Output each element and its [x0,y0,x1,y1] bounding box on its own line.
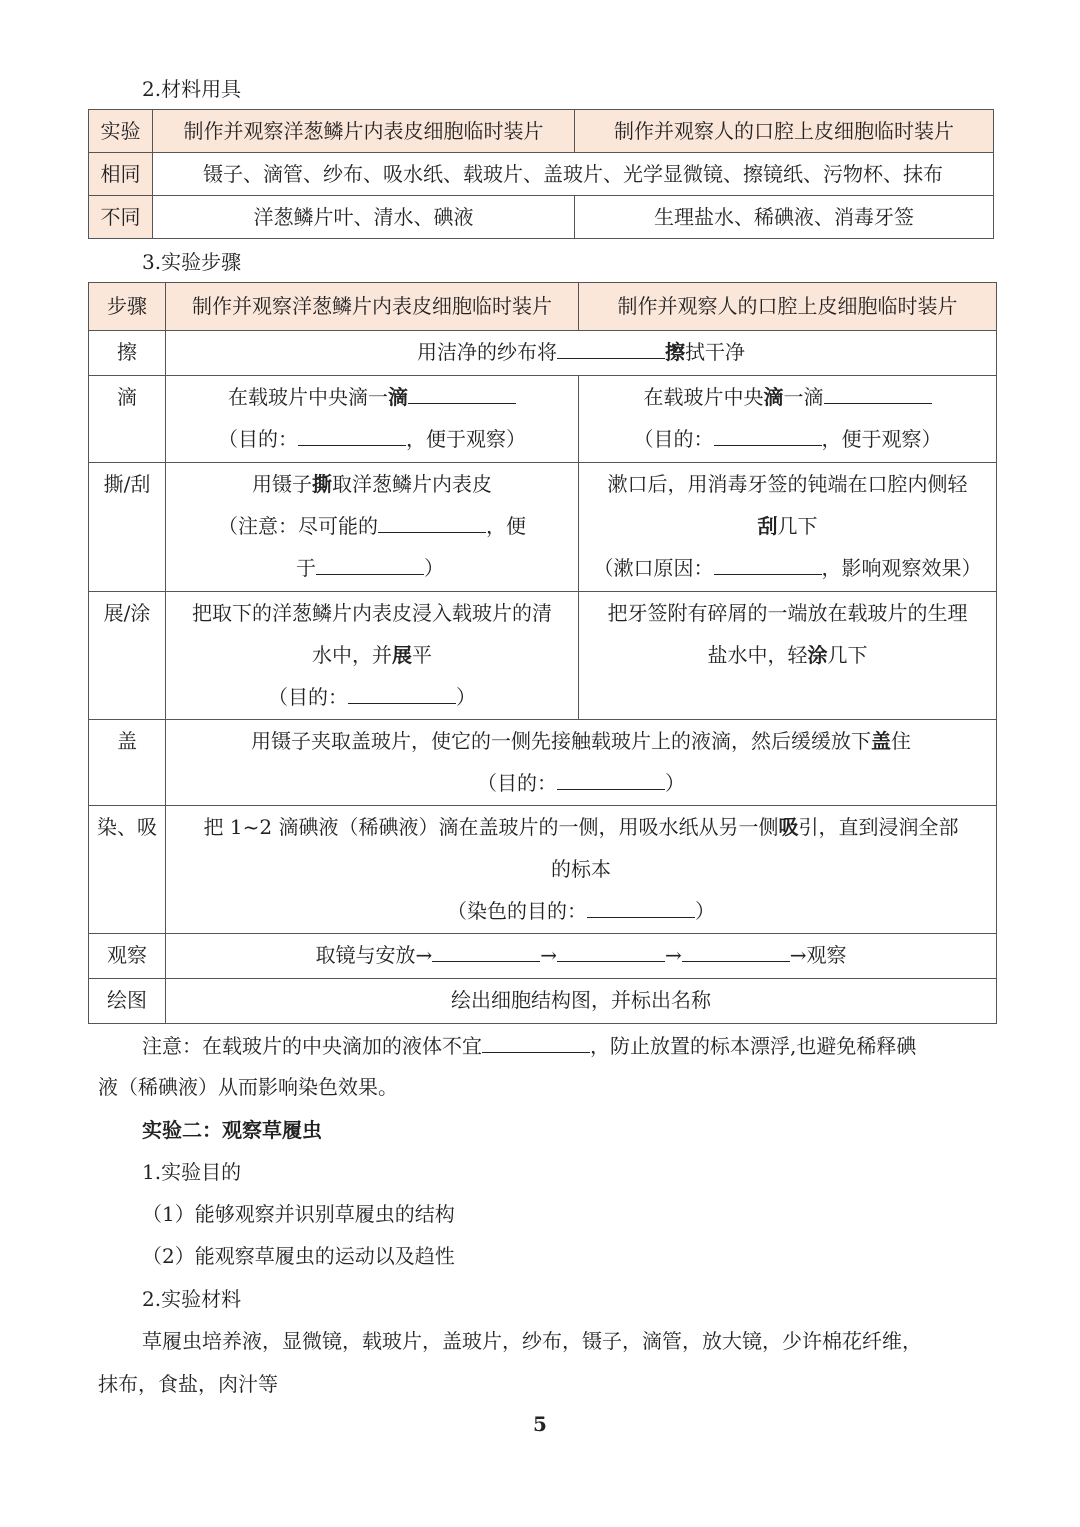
step-row-cover [89,720,997,806]
step-label-observe: 观察 [89,934,166,979]
observe-b: → [540,943,557,967]
drop-cheek-purpose-end: ，便于观察） [821,427,942,451]
materials-diff-onion: 洋葱鳞片叶、清水、碘液 [153,196,575,239]
observe-c: → [665,943,682,967]
materials-same-label: 相同 [89,153,153,196]
tear-onion-l3b: ） [424,556,444,580]
cover-l1c: 住 [891,729,911,753]
stain-purpose-end: ） [695,899,715,923]
blank [316,552,424,575]
steps-header-onion: 制作并观察洋葱鳞片内表皮细胞临时装片 [166,283,579,331]
materials-diff-label: 不同 [89,196,153,239]
drop-onion-purpose-end: ，便于观察） [406,427,526,451]
spread-cheek-bold: 涂 [807,643,828,667]
blank [432,939,540,962]
step-row-draw [89,979,997,1024]
page-number: 5 [533,1412,547,1436]
step-label-spread: 展/涂 [89,592,166,720]
step-tear-cheek [579,463,997,592]
step-row-stain [89,806,997,934]
blank [682,939,790,962]
note-line-1 [142,1030,916,1060]
wipe-text-b: 拭干净 [685,340,745,364]
drop-cheek-a: 在载玻片中央 [643,385,764,409]
tear-onion-note-end: ，便 [486,514,526,538]
step-cover-text [166,720,997,806]
spread-onion-bold: 展 [392,643,412,667]
spread-onion-l1: 把取下的洋葱鳞片内表皮浸入载玻片的清 [192,601,552,625]
blank [348,681,456,704]
spread-onion-purpose-end: ） [456,685,476,709]
drop-cheek-c: 一滴 [783,385,824,409]
tear-onion-l3a: 于 [296,556,316,580]
drop-onion-bold: 滴 [388,385,408,409]
spread-onion-purpose: （目的： [268,685,348,709]
step-row-wipe [89,331,997,376]
tear-onion-bold: 撕 [312,472,332,496]
step-row-observe [89,934,997,979]
steps-header-cheek: 制作并观察人的口腔上皮细胞临时装片 [579,283,997,331]
step-row-drop [89,376,997,463]
blank [714,552,822,575]
materials-same-text: 镊子、滴管、纱布、吸水纸、载玻片、盖玻片、光学显微镜、擦镜纸、污物杯、抹布 [153,153,994,196]
note-l1a: 注意：在载玻片的中央滴加的液体不宜 [142,1034,482,1058]
note-line-2: 液（稀碘液）从而影响染色效果。 [98,1075,398,1099]
tear-cheek-l2b: 几下 [777,514,818,538]
tear-cheek-reason: （漱口原因： [593,556,714,580]
step-spread-onion [166,592,579,720]
stain-purpose: （染色的目的： [447,899,587,923]
drop-cheek-purpose: （目的： [633,427,714,451]
stain-l1c: 引，直到浸润全部 [798,815,959,839]
tear-onion-note: （注意：尽可能的 [218,514,378,538]
step-stain-text [166,806,997,934]
materials-diff-row [89,196,994,239]
tear-cheek-l1: 漱口后，用消毒牙签的钝端在口腔内侧轻 [607,472,968,496]
blank [557,336,665,359]
materials-header-label: 实验 [89,110,153,153]
exp2-materials-heading: 2.实验材料 [142,1287,242,1311]
step-draw-text: 绘出细胞结构图，并标出名称 [166,979,997,1024]
exp2-title: 实验二：观察草履虫 [142,1118,322,1142]
tear-cheek-reason-end: ，影响观察效果） [821,556,982,580]
step-observe-text [166,934,997,979]
drop-cheek-bold: 滴 [763,385,784,409]
tear-cheek-bold: 刮 [757,514,778,538]
blank [557,767,665,790]
blank [298,423,406,446]
stain-l2: 的标本 [551,857,611,881]
note-l1b: ，防止放置的标本漂浮,也避免稀释碘 [590,1034,917,1058]
stain-l1a: 把 1~2 滴碘液（稀碘液）滴在盖玻片的一侧，用吸水纸从另一侧 [203,815,779,839]
step-label-wipe: 擦 [89,331,166,376]
heading-steps: 3.实验步骤 [142,250,242,274]
spread-cheek-l1: 把牙签附有碎屑的一端放在载玻片的生理 [607,601,968,625]
steps-header-row [89,283,997,331]
step-label-cover: 盖 [89,720,166,806]
drop-onion-a: 在载玻片中央滴一 [228,385,388,409]
exp2-materials-line-1: 草履虫培养液，显微镜，载玻片，盖玻片，纱布，镊子，滴管，放大镜，少许棉花纤维， [142,1329,922,1353]
observe-d: →观察 [789,943,847,967]
materials-header-row [89,110,994,153]
materials-header-cheek: 制作并观察人的口腔上皮细胞临时装片 [575,110,994,153]
materials-diff-cheek: 生理盐水、稀碘液、消毒牙签 [575,196,994,239]
drop-onion-purpose: （目的： [218,427,298,451]
blank [482,1030,590,1053]
steps-header-label: 步骤 [89,283,166,331]
step-row-spread [89,592,997,720]
blank [587,895,695,918]
spread-onion-l2c: 平 [412,643,432,667]
heading-materials: 2.材料用具 [142,77,242,101]
exp2-purpose-1: （1）能够观察并识别草履虫的结构 [142,1202,455,1226]
step-drop-cheek [579,376,997,463]
step-wipe-text [166,331,997,376]
step-label-drop: 滴 [89,376,166,463]
materials-same-row [89,153,994,196]
blank [714,423,822,446]
observe-a: 取镜与安放→ [315,943,433,967]
steps-table [88,282,997,1024]
spread-cheek-l2c: 几下 [827,643,868,667]
step-spread-cheek [579,592,997,720]
exp2-purpose-2: （2）能观察草履虫的运动以及趋性 [142,1244,455,1268]
cover-l1a: 用镊子夹取盖玻片，使它的一侧先接触载玻片上的液滴，然后缓缓放下 [251,729,871,753]
blank [408,381,516,404]
step-tear-onion [166,463,579,592]
cover-bold: 盖 [871,729,891,753]
cover-purpose: （目的： [477,771,557,795]
wipe-bold: 擦 [665,340,685,364]
step-label-draw: 绘图 [89,979,166,1024]
cover-purpose-end: ） [665,771,685,795]
exp2-purpose-heading: 1.实验目的 [142,1160,242,1184]
blank [378,510,486,533]
exp2-materials-line-2: 抹布，食盐，肉汁等 [98,1372,278,1396]
step-label-tear: 撕/刮 [89,463,166,592]
tear-onion-a: 用镊子 [252,472,312,496]
step-drop-onion [166,376,579,463]
blank [557,939,665,962]
wipe-text-a: 用洁净的纱布将 [417,340,557,364]
step-row-tear [89,463,997,592]
blank [824,381,932,404]
materials-header-onion: 制作并观察洋葱鳞片内表皮细胞临时装片 [153,110,575,153]
materials-table [88,109,994,239]
spread-onion-l2a: 水中，并 [312,643,392,667]
tear-onion-c: 取洋葱鳞片内表皮 [332,472,492,496]
stain-bold: 吸 [778,815,799,839]
step-label-stain: 染、吸 [89,806,166,934]
spread-cheek-l2a: 盐水中，轻 [707,643,808,667]
